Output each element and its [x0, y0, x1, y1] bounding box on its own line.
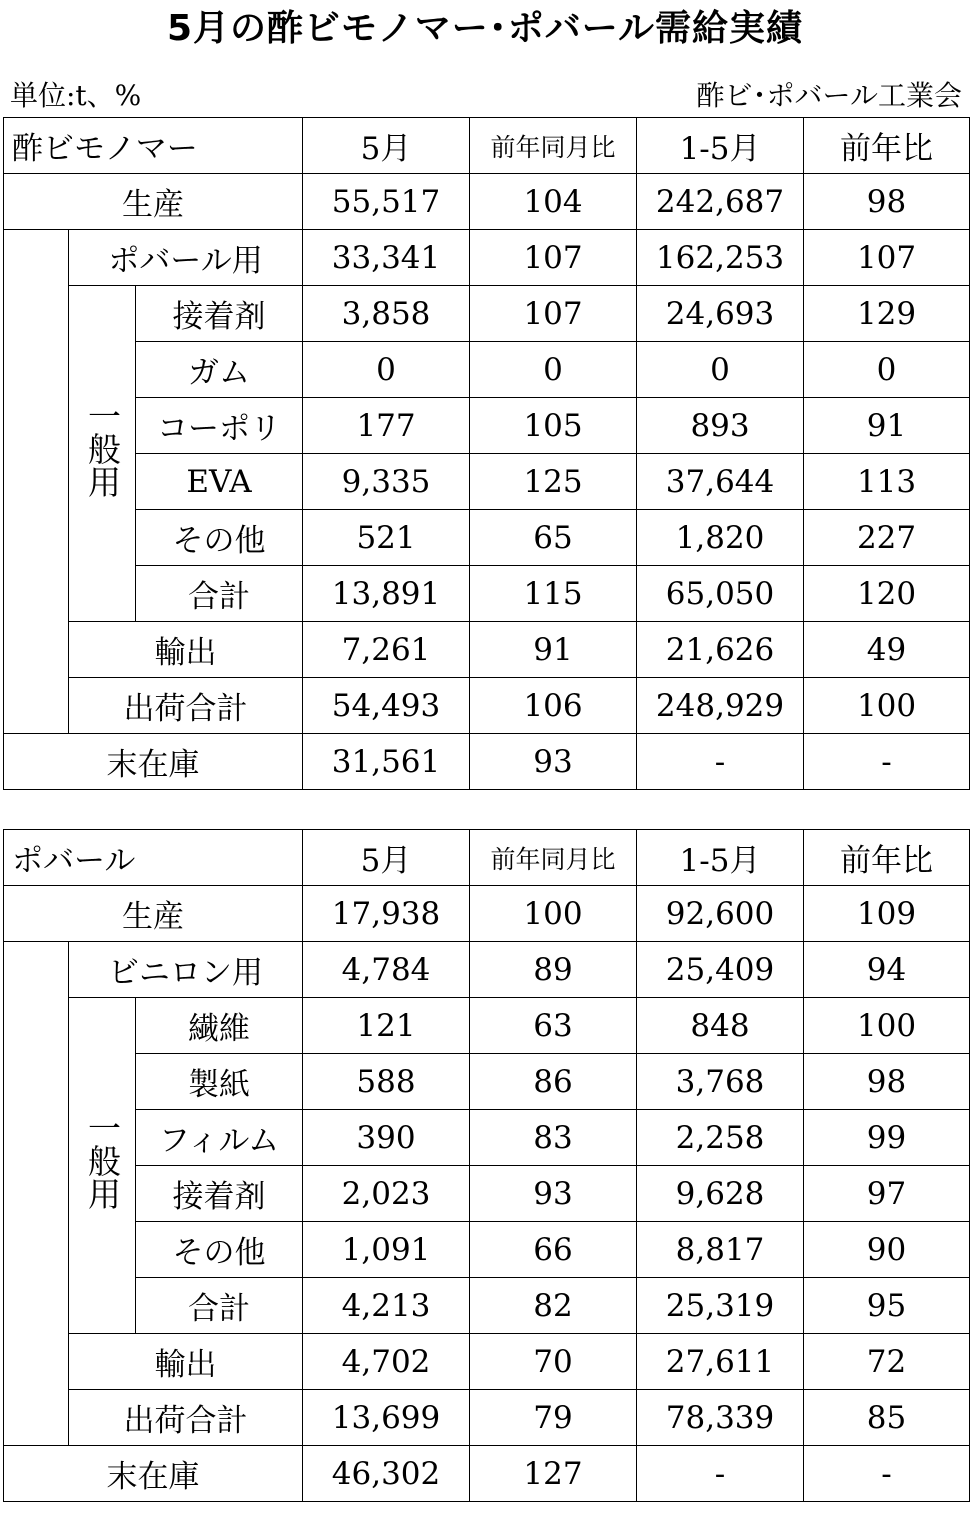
- row-label: 接着剤: [136, 286, 303, 342]
- row-label: 製紙: [136, 1054, 303, 1110]
- table-row: [4, 998, 970, 1054]
- table-row: [4, 678, 970, 734]
- row-label: 出荷合計: [69, 1390, 303, 1446]
- table-cell: 97: [804, 1166, 970, 1222]
- table-cell: 72: [804, 1334, 970, 1390]
- table-cell: 63: [470, 998, 637, 1054]
- col-header-yoy: 前年比: [804, 118, 970, 174]
- row-label: 出荷合計: [69, 678, 303, 734]
- table-row: [4, 454, 970, 510]
- table-row: [4, 230, 970, 286]
- table-row: [4, 1110, 970, 1166]
- table-cell: 100: [804, 678, 970, 734]
- table-cell: 115: [470, 566, 637, 622]
- table-cell: 66: [470, 1222, 637, 1278]
- table-cell: 104: [470, 174, 637, 230]
- table-cell: 113: [804, 454, 970, 510]
- table-row: [4, 1166, 970, 1222]
- table-row: [4, 886, 970, 942]
- row-label: EVA: [136, 454, 303, 510]
- table-cell: 248,929: [637, 678, 804, 734]
- table-cell: 109: [804, 886, 970, 942]
- row-label: 末在庫: [4, 734, 303, 790]
- table-cell: 25,319: [637, 1278, 804, 1334]
- general-use-label: 一般用: [69, 286, 136, 622]
- table-cell: 127: [470, 1446, 637, 1502]
- table-row: [4, 1334, 970, 1390]
- table-cell: 85: [804, 1390, 970, 1446]
- table-cell: 107: [470, 286, 637, 342]
- table-cell: 21,626: [637, 622, 804, 678]
- table-cell: 92,600: [637, 886, 804, 942]
- table-cell: -: [637, 734, 804, 790]
- col-header-ytd: 1-5月: [637, 830, 804, 886]
- row-label: 生産: [4, 886, 303, 942]
- table-cell: 27,611: [637, 1334, 804, 1390]
- table-cell: 93: [470, 1166, 637, 1222]
- table-cell: 13,699: [303, 1390, 470, 1446]
- table-cell: 86: [470, 1054, 637, 1110]
- table-row: [4, 734, 970, 790]
- table-cell: 78,339: [637, 1390, 804, 1446]
- table-row: [4, 1446, 970, 1502]
- table-cell: 83: [470, 1110, 637, 1166]
- table-cell: 121: [303, 998, 470, 1054]
- table-cell: 0: [470, 342, 637, 398]
- table-header-row: [4, 830, 970, 886]
- table-cell: 89: [470, 942, 637, 998]
- table-cell: 0: [804, 342, 970, 398]
- table-row: [4, 1054, 970, 1110]
- table-cell: 93: [470, 734, 637, 790]
- row-label: 合計: [136, 1278, 303, 1334]
- table-cell: 31,561: [303, 734, 470, 790]
- vam-table: [3, 117, 970, 790]
- table-row: [4, 1390, 970, 1446]
- table-cell: 390: [303, 1110, 470, 1166]
- table-cell: 13,891: [303, 566, 470, 622]
- table-cell: 588: [303, 1054, 470, 1110]
- table-row: [4, 942, 970, 998]
- col-header-month: 5月: [303, 118, 470, 174]
- table-cell: 37,644: [637, 454, 804, 510]
- table-cell: 98: [804, 174, 970, 230]
- table-row: [4, 398, 970, 454]
- table-cell: 25,409: [637, 942, 804, 998]
- row-label: 生産: [4, 174, 303, 230]
- general-use-label: 一般用: [69, 998, 136, 1334]
- table-cell: 100: [470, 886, 637, 942]
- indent-spacer: [4, 230, 69, 734]
- table-cell: 90: [804, 1222, 970, 1278]
- col-header-ytd: 1-5月: [637, 118, 804, 174]
- table-row: [4, 566, 970, 622]
- table-cell: 54,493: [303, 678, 470, 734]
- table-row: [4, 1222, 970, 1278]
- table-cell: 94: [804, 942, 970, 998]
- table-cell: 0: [637, 342, 804, 398]
- col-header-month: 5月: [303, 830, 470, 886]
- col-header-yoy-month: 前年同月比: [470, 830, 637, 886]
- row-label: その他: [136, 1222, 303, 1278]
- table-cell: 162,253: [637, 230, 804, 286]
- table-cell: 99: [804, 1110, 970, 1166]
- table-cell: -: [637, 1446, 804, 1502]
- table-cell: 49: [804, 622, 970, 678]
- table-cell: 848: [637, 998, 804, 1054]
- table-cell: 46,302: [303, 1446, 470, 1502]
- table-cell: 242,687: [637, 174, 804, 230]
- row-label: 輸出: [69, 1334, 303, 1390]
- unit-label: 単位:t、%: [10, 79, 142, 112]
- table-cell: 2,023: [303, 1166, 470, 1222]
- col-header-yoy-month: 前年同月比: [470, 118, 637, 174]
- table-cell: 106: [470, 678, 637, 734]
- row-label: 接着剤: [136, 1166, 303, 1222]
- table-cell: 4,213: [303, 1278, 470, 1334]
- table-row: [4, 342, 970, 398]
- table-cell: 17,938: [303, 886, 470, 942]
- table-cell: 0: [303, 342, 470, 398]
- vam-header: 酢ビモノマー: [4, 118, 303, 174]
- col-header-yoy: 前年比: [804, 830, 970, 886]
- table-cell: 105: [470, 398, 637, 454]
- row-label: コーポリ: [136, 398, 303, 454]
- page-title: 5月の酢ビモノマー･ポバール需給実績: [167, 8, 803, 49]
- table-row: [4, 622, 970, 678]
- table-cell: 9,335: [303, 454, 470, 510]
- table-cell: 79: [470, 1390, 637, 1446]
- table-cell: 82: [470, 1278, 637, 1334]
- table-row: [4, 510, 970, 566]
- indent-spacer: [4, 942, 69, 1446]
- row-label: 末在庫: [4, 1446, 303, 1502]
- table-cell: 91: [470, 622, 637, 678]
- row-label: 繊維: [136, 998, 303, 1054]
- row-label: ガム: [136, 342, 303, 398]
- table-cell: 9,628: [637, 1166, 804, 1222]
- row-label: ポバール用: [69, 230, 303, 286]
- table-cell: 8,817: [637, 1222, 804, 1278]
- table-cell: 4,784: [303, 942, 470, 998]
- table-cell: 98: [804, 1054, 970, 1110]
- table-cell: 65: [470, 510, 637, 566]
- table-cell: 4,702: [303, 1334, 470, 1390]
- table-row: [4, 286, 970, 342]
- table-cell: 3,858: [303, 286, 470, 342]
- pva-header: ポバール: [4, 830, 303, 886]
- table-cell: 7,261: [303, 622, 470, 678]
- table-cell: 70: [470, 1334, 637, 1390]
- row-label: その他: [136, 510, 303, 566]
- table-cell: 2,258: [637, 1110, 804, 1166]
- table-cell: 893: [637, 398, 804, 454]
- table-cell: 24,693: [637, 286, 804, 342]
- row-label: ビニロン用: [69, 942, 303, 998]
- row-label: 合計: [136, 566, 303, 622]
- source-label: 酢ビ･ポバール工業会: [696, 79, 962, 112]
- table-cell: 125: [470, 454, 637, 510]
- table-cell: 95: [804, 1278, 970, 1334]
- table-row: [4, 1278, 970, 1334]
- table-cell: 227: [804, 510, 970, 566]
- table-cell: 65,050: [637, 566, 804, 622]
- table-cell: 3,768: [637, 1054, 804, 1110]
- table-cell: 107: [470, 230, 637, 286]
- table-cell: 177: [303, 398, 470, 454]
- table-cell: -: [804, 1446, 970, 1502]
- table-cell: -: [804, 734, 970, 790]
- table-cell: 91: [804, 398, 970, 454]
- pva-table: [3, 829, 970, 1502]
- table-cell: 129: [804, 286, 970, 342]
- table-header-row: [4, 118, 970, 174]
- table-cell: 521: [303, 510, 470, 566]
- table-row: [4, 174, 970, 230]
- table-cell: 107: [804, 230, 970, 286]
- table-cell: 100: [804, 998, 970, 1054]
- row-label: フィルム: [136, 1110, 303, 1166]
- row-label: 輸出: [69, 622, 303, 678]
- table-cell: 1,091: [303, 1222, 470, 1278]
- table-cell: 55,517: [303, 174, 470, 230]
- table-cell: 33,341: [303, 230, 470, 286]
- table-cell: 1,820: [637, 510, 804, 566]
- table-cell: 120: [804, 566, 970, 622]
